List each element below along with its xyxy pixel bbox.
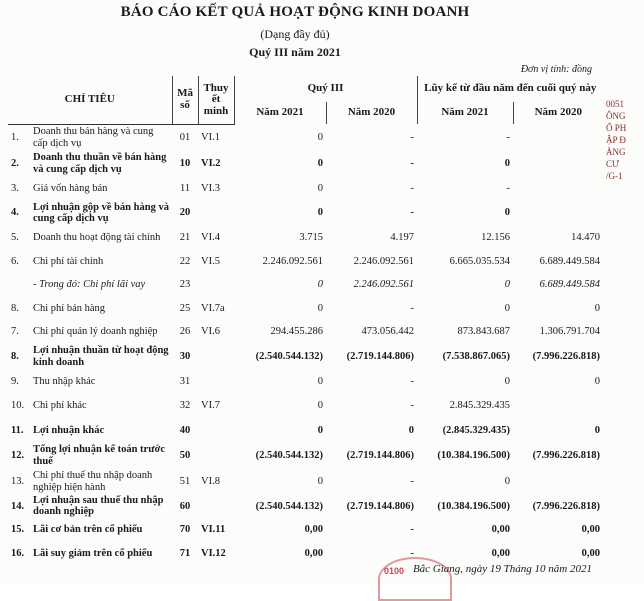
row-code: 22 [179, 255, 191, 267]
row-code: 26 [179, 326, 191, 337]
row-index: 8. [11, 302, 19, 314]
table-row [8, 443, 603, 469]
row-index: 2. [11, 157, 19, 169]
value-q3-2020: 0 [408, 425, 415, 436]
report-title: BÁO CÁO KẾT QUẢ HOẠT ĐỘNG KINH DOANH [120, 4, 470, 20]
row-index: 7. [11, 326, 19, 337]
table-row [8, 320, 603, 344]
value-ytd-2021: 0,00 [491, 524, 511, 535]
value-ytd-2020: (7.996.226.818) [532, 449, 601, 461]
value-ytd-2020: 0,00 [581, 524, 601, 535]
value-q3-2020: (2.719.144.806) [346, 449, 415, 461]
row-note [198, 200, 234, 226]
value-q3-2020: (2.719.144.806) [346, 350, 415, 362]
row-code: 50 [179, 449, 191, 461]
table-row [8, 226, 603, 250]
value-q3-2021: 294.455.286 [270, 326, 324, 337]
row-code: 01 [179, 131, 191, 143]
row-index: 9. [11, 375, 19, 387]
report-period: Quý III năm 2021 [249, 45, 341, 59]
value-ytd-2021: 6.665.035.534 [449, 255, 511, 267]
fragment-line: ẬP Đ [606, 135, 626, 145]
row-label: Lãi cơ bản trên cổ phiếu [33, 524, 143, 535]
row-code: 21 [179, 232, 191, 243]
table-row [8, 124, 603, 151]
row-index: 5. [11, 232, 19, 243]
row-note [198, 370, 234, 394]
row-label: Doanh thu bán hàng và cung cấp dịch vụ [33, 126, 154, 149]
row-label: Doanh thu thuần về bán hàng và cung cấp dịch vụ [33, 152, 167, 175]
header-luy-ke: Lũy kế từ đầu năm đến cuối quý này [417, 76, 603, 102]
table-row [8, 297, 603, 321]
row-note: VI.5 [201, 255, 220, 267]
value-q3-2020: - [410, 375, 415, 387]
header-y-2020: Năm 2020 [513, 102, 603, 124]
value-ytd-2020: 1.306.791.704 [539, 326, 601, 337]
value-q3-2021: 0 [317, 425, 324, 436]
row-label: Lợi nhuận khác [33, 425, 105, 436]
value-ytd-2020 [513, 469, 603, 495]
value-ytd-2021: 0,00 [491, 547, 511, 559]
table-row [8, 177, 603, 201]
stamp-text: 0100 [384, 566, 405, 576]
row-note: VI.1 [201, 131, 220, 143]
row-index [8, 273, 30, 297]
row-label: Lợi nhuận thuần từ hoạt động kinh doanh [33, 345, 169, 368]
row-code: 71 [179, 547, 191, 559]
row-code: 32 [179, 400, 191, 412]
table-row [8, 370, 603, 394]
value-q3-2020: - [410, 475, 415, 487]
table-row [8, 419, 603, 443]
row-index: 16. [11, 547, 25, 559]
row-note: VI.7 [201, 400, 220, 412]
value-ytd-2020 [513, 151, 603, 177]
row-code: 20 [179, 207, 191, 219]
value-q3-2021: 3.715 [299, 232, 324, 243]
currency-unit: Đơn vị tính: đồng [520, 64, 592, 75]
row-index: 1. [11, 131, 19, 143]
value-q3-2021: 2.246.092.561 [262, 255, 324, 267]
value-ytd-2020: (7.996.226.818) [532, 500, 601, 512]
table-row [8, 542, 603, 566]
table-row [8, 151, 603, 177]
row-index: 11. [11, 425, 24, 436]
value-q3-2021: (2.540.544.132) [255, 500, 324, 512]
row-code: 10 [179, 157, 191, 169]
value-ytd-2020: 6.689.449.584 [539, 255, 601, 267]
row-note: VI.11 [201, 524, 226, 535]
table-row [8, 344, 603, 370]
value-q3-2021: 0,00 [304, 524, 324, 535]
value-q3-2020: 2.246.092.561 [353, 255, 415, 267]
report-subtitle: (Dạng đầy đủ) [260, 27, 330, 41]
value-ytd-2021: 12.156 [481, 232, 511, 243]
row-note: VI.4 [201, 232, 220, 243]
value-ytd-2021: (7.538.867.065) [442, 350, 511, 362]
value-q3-2021: 0 [317, 375, 324, 387]
row-code: 60 [179, 500, 191, 512]
value-ytd-2021: 0 [504, 279, 511, 290]
value-q3-2021: 0 [317, 302, 324, 314]
value-ytd-2020: 0 [594, 425, 601, 436]
value-q3-2020: - [410, 400, 415, 412]
row-index: 4. [11, 207, 19, 219]
header-y-2021: Năm 2021 [417, 102, 513, 124]
table-row [8, 393, 603, 419]
value-ytd-2020 [513, 124, 603, 151]
value-ytd-2021: 0 [504, 475, 511, 487]
row-index: 13. [11, 475, 25, 487]
value-ytd-2021: 0 [504, 302, 511, 314]
value-ytd-2021: 0 [504, 207, 511, 219]
row-note: VI.2 [201, 157, 221, 169]
row-label: Giá vốn hàng bán [33, 182, 108, 194]
row-code: 70 [179, 524, 191, 535]
value-q3-2020: 2.246.092.561 [353, 279, 415, 290]
fragment-line: Ổ PH [606, 123, 627, 133]
value-q3-2020: 473.056.442 [361, 326, 415, 337]
value-q3-2020: - [410, 547, 415, 559]
value-ytd-2020: (7.996.226.818) [532, 350, 601, 362]
row-index: 8. [11, 350, 19, 362]
row-note [198, 443, 234, 469]
value-q3-2021: 0,00 [304, 547, 324, 559]
row-label: Lợi nhuận gộp về bán hàng và cung cấp dịch vụ [33, 201, 169, 224]
value-ytd-2021: 0 [504, 375, 511, 387]
table-row [8, 469, 603, 495]
row-label: Thu nhập khác [33, 375, 96, 387]
row-code: 25 [179, 302, 191, 314]
row-label: Chi phí thuế thu nhập doanh nghiệp hiện hành [33, 470, 153, 493]
value-ytd-2020: 0 [594, 375, 601, 387]
value-ytd-2021: 2.845.329.435 [449, 400, 511, 412]
row-code: 40 [179, 425, 191, 436]
row-code: 11 [179, 182, 191, 194]
row-index: 14. [11, 500, 25, 512]
row-code: 30 [179, 350, 191, 362]
row-code: 31 [179, 375, 191, 387]
value-q3-2020: - [410, 157, 415, 169]
row-note: VI.3 [201, 182, 220, 194]
fragment-line: /G-1 [606, 171, 623, 181]
value-q3-2021: 0 [317, 279, 324, 290]
row-note: VI.6 [201, 326, 220, 337]
fragment-line: ÔNG [606, 111, 626, 121]
signing-date: Bắc Giang, ngày 19 Tháng 10 năm 2021 [412, 563, 592, 575]
value-q3-2020: (2.719.144.806) [346, 500, 415, 512]
value-ytd-2020: 0 [594, 302, 601, 314]
value-q3-2020: - [410, 207, 415, 219]
table-row [8, 495, 603, 519]
fragment-line: 0051 [606, 99, 624, 109]
adjacent-page-fragment [606, 98, 644, 210]
header-quy3: Quý III [234, 76, 417, 102]
row-label: Chi phí khác [33, 400, 87, 412]
row-label: Chi phí quản lý doanh nghiệp [33, 326, 158, 337]
value-q3-2021: 0 [317, 182, 324, 194]
row-label: Chi phí tài chính [33, 255, 104, 267]
value-q3-2020: 4.197 [390, 232, 415, 243]
fragment-line: ÀNG [606, 147, 626, 157]
row-note: VI.8 [201, 475, 220, 487]
table-row [8, 200, 603, 226]
header-q-2020: Năm 2020 [326, 102, 417, 124]
value-ytd-2021: 873.843.687 [457, 326, 511, 337]
row-code: 51 [179, 475, 191, 487]
row-code: 23 [179, 279, 191, 290]
row-label: Tổng lợi nhuận kế toán trước thuế [33, 444, 165, 467]
row-note [198, 273, 234, 297]
header-chi-tieu: CHỈ TIÊU [8, 76, 172, 124]
table-row [8, 518, 603, 542]
value-q3-2021: (2.540.544.132) [255, 449, 324, 461]
row-note: VI.7a [201, 302, 225, 314]
value-ytd-2021: (2.845.329.435) [442, 425, 511, 436]
value-ytd-2020: 0,00 [581, 547, 601, 559]
value-q3-2020: - [410, 302, 415, 314]
value-q3-2021: 0 [317, 207, 324, 219]
row-label: Lãi suy giảm trên cổ phiếu [33, 547, 153, 559]
value-q3-2020: - [410, 131, 415, 143]
row-note [198, 495, 234, 519]
row-index: 10. [11, 400, 25, 412]
income-statement-table [8, 76, 603, 565]
value-q3-2021: (2.540.544.132) [255, 350, 324, 362]
value-ytd-2020 [513, 177, 603, 201]
value-ytd-2021: - [506, 182, 511, 194]
value-q3-2021: 0 [317, 475, 324, 487]
value-ytd-2020 [513, 393, 603, 419]
header-ma-so: Mã số [172, 76, 198, 124]
value-q3-2021: 0 [317, 131, 324, 143]
value-ytd-2020: 14.470 [571, 232, 601, 243]
value-q3-2021: 0 [317, 400, 324, 412]
row-label: - Trong đó: Chi phí lãi vay [33, 279, 146, 290]
row-index: 6. [11, 255, 19, 267]
value-ytd-2020 [513, 200, 603, 226]
header-thuyet-minh: Thuy ết minh [198, 76, 234, 124]
value-q3-2020: - [410, 524, 415, 535]
value-q3-2021: 0 [317, 157, 324, 169]
value-ytd-2021: (10.384.196.500) [437, 500, 511, 512]
row-note [198, 419, 234, 443]
fragment-line: CƯ [606, 159, 619, 169]
value-ytd-2021: 0 [504, 157, 511, 169]
row-index: 3. [11, 182, 19, 194]
header-q-2021: Năm 2021 [234, 102, 326, 124]
row-label: Doanh thu hoạt động tài chính [33, 232, 161, 243]
row-note: VI.12 [201, 547, 226, 559]
row-index: 12. [11, 449, 25, 461]
value-ytd-2021: (10.384.196.500) [437, 449, 511, 461]
value-ytd-2020: 6.689.449.584 [539, 279, 601, 290]
row-label: Lợi nhuận sau thuế thu nhập doanh nghiệp [33, 494, 164, 518]
table-row [8, 250, 603, 274]
row-note [198, 344, 234, 370]
row-index: 15. [11, 524, 25, 535]
value-q3-2020: - [410, 182, 415, 194]
value-ytd-2021: - [506, 131, 511, 143]
table-row [8, 273, 603, 297]
row-label: Chi phí bán hàng [33, 302, 106, 314]
